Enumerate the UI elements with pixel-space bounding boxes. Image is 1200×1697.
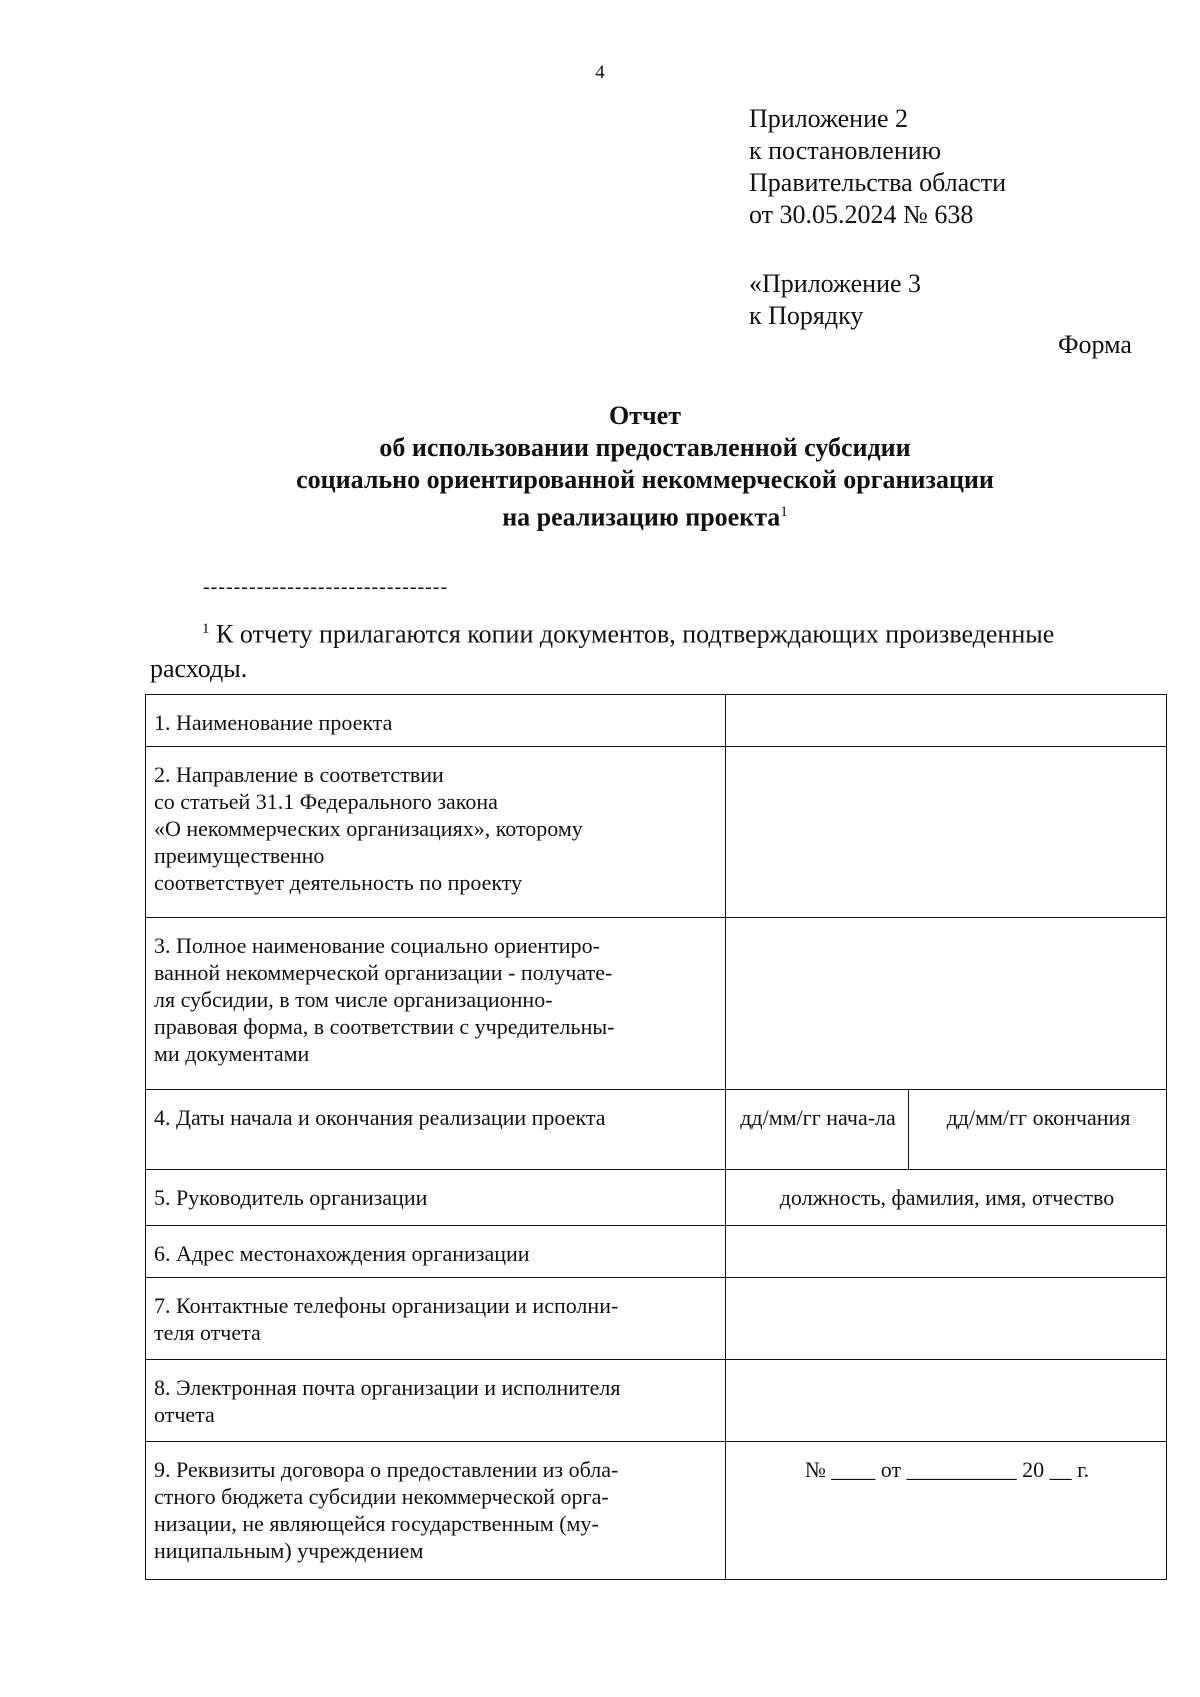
row-value-cell — [726, 1278, 1167, 1360]
row-value-cell: должность, фамилия, имя, отчество — [726, 1170, 1167, 1226]
row-label: 5. Руководитель организации — [146, 1170, 726, 1226]
appendix-inner-header — [749, 268, 921, 332]
row-label: 2. Направление в соответствии со статьей 31.1 Федерального закона «О некоммерческих организациях», которому преимущественно соответствует деятельность по проекту — [146, 747, 726, 918]
title-line: об использовании предоставленной субсидии — [379, 433, 911, 462]
table-row — [146, 1360, 1167, 1442]
appendix-line: Приложение 2 — [749, 104, 909, 133]
table-row — [146, 1226, 1167, 1278]
title-line: на реализацию проекта$^1$ — [502, 502, 788, 532]
row-value-cell — [726, 1360, 1167, 1442]
title-line: Отчет — [609, 401, 681, 430]
appendix-line: к постановлению — [749, 136, 942, 165]
footnote — [150, 612, 1140, 686]
page-number: 4 — [595, 62, 605, 83]
document-title — [0, 400, 1200, 534]
start-date-cell: дд/мм/гг нача-ла — [726, 1090, 909, 1170]
contract-details-cell: № ____ от __________ 20 __ г. — [726, 1442, 1167, 1580]
appendix-inner-line: к Порядку — [749, 301, 864, 330]
row-label: 1. Наименование проекта — [146, 695, 726, 747]
footnote-separator: -------------------------------- — [203, 576, 449, 598]
table-row — [146, 695, 1167, 747]
form-label: Форма — [1058, 330, 1132, 359]
table-row — [146, 1278, 1167, 1360]
report-table — [145, 694, 1167, 1580]
footnote-mark: 1 — [202, 621, 210, 637]
row-label: 4. Даты начала и окончания реализации проекта — [146, 1090, 726, 1170]
row-value-cell — [726, 695, 1167, 747]
footnote-text: К отчету прилагаются копии документов, подтверждающих произведенные расходы. — [150, 619, 1055, 683]
appendix-line: Правительства области — [749, 168, 1007, 197]
row-label: 3. Полное наименование социально ориентиро- ванной некоммерческой организации - получате- ля субсидии, в том числе организационно- правовая форма, в соответствии с учредительны- ми документами — [146, 918, 726, 1090]
appendix-inner-line: «Приложение 3 — [749, 269, 922, 298]
appendix-header — [749, 103, 1006, 231]
row-label: 6. Адрес местонахождения организации — [146, 1226, 726, 1278]
table-row — [146, 1170, 1167, 1226]
table-row — [146, 747, 1167, 918]
row-label: 9. Реквизиты договора о предоставлении из обла- стного бюджета субсидии некоммерческой орга- низации, не являющейся государственным (му- ниципальным) учреждением — [146, 1442, 726, 1580]
table-row — [146, 918, 1167, 1090]
row-value-cell — [726, 747, 1167, 918]
row-value-cell — [726, 1226, 1167, 1278]
row-label: 7. Контактные телефоны организации и исполни- теля отчета — [146, 1278, 726, 1360]
footnote-ref: 1 — [780, 504, 788, 520]
appendix-line: от 30.05.2024 № 638 — [749, 200, 974, 229]
end-date-cell: дд/мм/гг окончания — [909, 1090, 1167, 1170]
table-row — [146, 1442, 1167, 1580]
row-label: 8. Электронная почта организации и исполнителя отчета — [146, 1360, 726, 1442]
title-line: социально ориентированной некоммерческой организации — [296, 465, 994, 494]
table-row — [146, 1090, 1167, 1170]
row-value-cell — [726, 918, 1167, 1090]
